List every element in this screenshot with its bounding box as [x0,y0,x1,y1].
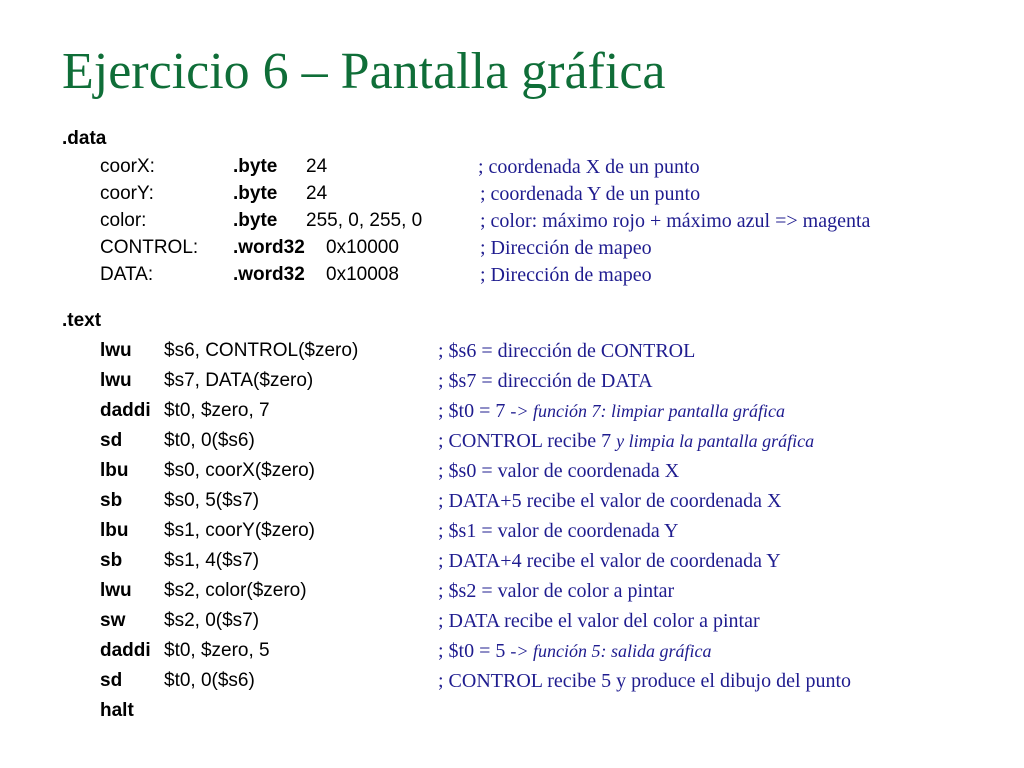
opcode: sb [100,550,123,571]
comment-text: ; $t0 = 7 [438,400,511,422]
data-comment: ; coordenada X de un punto [478,156,700,178]
opcode: lwu [100,580,132,601]
data-comment: ; Dirección de mapeo [480,237,652,259]
data-comment: ; Dirección de mapeo [480,264,652,286]
data-name: coorY: [100,183,154,204]
opcode: lwu [100,340,132,361]
opcode: lbu [100,520,129,541]
data-name: DATA: [100,264,154,285]
opcode: lbu [100,460,129,481]
operands: $s0, 5($s7) [164,490,260,511]
operands: $s0, coorX($zero) [164,460,316,481]
comment-text: ; $s6 = dirección de CONTROL [438,340,696,362]
comment-text: ; $s0 = valor de coordenada X [438,460,680,482]
instruction-comment [438,430,814,453]
instruction-comment [438,490,781,513]
comment-text: ; $s1 = valor de coordenada Y [438,520,679,542]
operands: $s6, CONTROL($zero) [164,340,359,361]
comment-text: ; DATA+4 recibe el valor de coordenada Y [438,550,781,572]
data-value: 24 [306,156,328,177]
data-directive: .byte [233,156,278,177]
data-section-label: .data [62,128,107,149]
operands: $s2, color($zero) [164,580,307,601]
instruction-comment [438,640,712,663]
operands: $s1, 4($s7) [164,550,260,571]
instruction-comment [438,550,781,573]
comment-text: ; $t0 = 5 [438,640,511,662]
instruction-comment [438,400,785,423]
data-value: 0x10008 [326,264,399,285]
opcode: sw [100,610,126,631]
data-name: color: [100,210,147,231]
data-value: 24 [306,183,328,204]
data-comment: ; color: máximo rojo + máximo azul => magenta [480,210,871,232]
instruction-comment [438,670,851,693]
instruction-comment [438,370,653,393]
data-name: CONTROL: [100,237,199,258]
comment-text: ; DATA recibe el valor del color a pintar [438,610,760,632]
comment-text: ; CONTROL recibe 5 y produce el dibujo del punto [438,670,852,692]
comment-text: ; DATA+5 recibe el valor de coordenada X [438,490,782,512]
opcode: sb [100,490,123,511]
operands: $t0, $zero, 5 [164,640,270,661]
opcode: daddi [100,400,151,421]
instruction-comment [438,340,695,363]
comment-italic-text: y limpia la pantalla gráfica [616,431,815,451]
opcode: daddi [100,640,151,661]
data-value: 0x10000 [326,237,399,258]
data-directive: .byte [233,183,278,204]
data-directive: .word32 [233,264,305,285]
data-value: 255, 0, 255, 0 [306,210,423,231]
opcode: sd [100,670,123,691]
data-name: coorX: [100,156,155,177]
instruction-comment [438,460,679,483]
opcode: sd [100,430,123,451]
instruction-comment [438,520,678,543]
operands: $s1, coorY($zero) [164,520,316,541]
comment-text: ; CONTROL recibe 7 [438,430,617,452]
instruction-comment [438,580,674,603]
comment-italic-text: -> función 7: limpiar pantalla gráfica [510,401,786,421]
data-comment: ; coordenada Y de un punto [480,183,701,205]
instruction-comment [438,610,760,633]
opcode: lwu [100,370,132,391]
comment-text: ; $s2 = valor de color a pintar [438,580,675,602]
operands: $t0, $zero, 7 [164,400,270,421]
opcode: halt [100,700,134,721]
operands: $s7, DATA($zero) [164,370,314,391]
data-directive: .word32 [233,237,305,258]
text-section-label: .text [62,310,102,331]
slide-title: Ejercicio 6 – Pantalla gráfica [62,43,666,100]
comment-italic-text: -> función 5: salida gráfica [510,641,712,661]
operands: $t0, 0($s6) [164,670,255,691]
operands: $t0, 0($s6) [164,430,255,451]
operands: $s2, 0($s7) [164,610,260,631]
data-directive: .byte [233,210,278,231]
comment-text: ; $s7 = dirección de DATA [438,370,653,392]
